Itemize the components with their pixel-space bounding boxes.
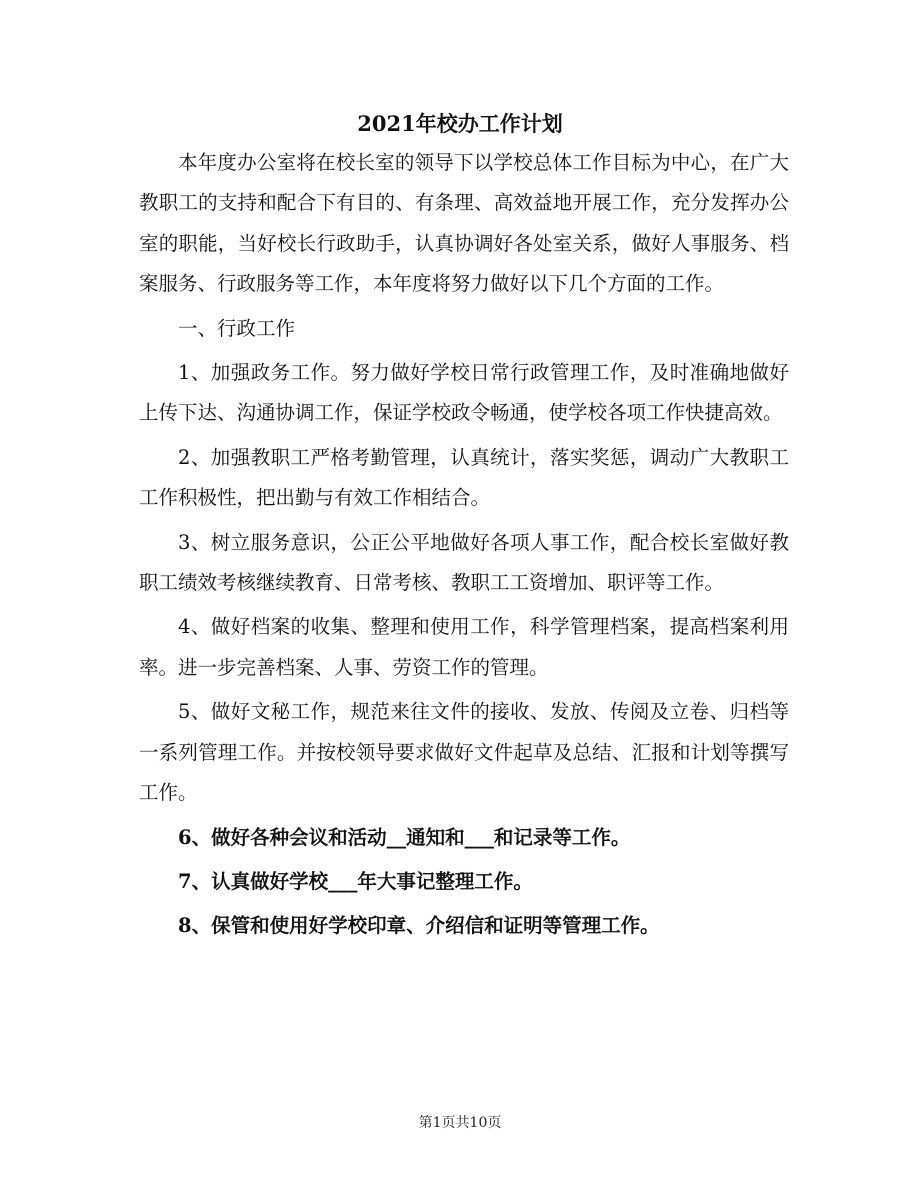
item-paragraph-3: 3、树立服务意识，公正公平地做好各项人事工作，配合校长室做好教职工绩效考核继续教育、日常考核、教职工工资增加、职评等工作。 (139, 530, 789, 595)
intro-paragraph: 本年度办公室将在校长室的领导下以学校总体工作目标为中心，在广大教职工的支持和配合下有目的、有条理、高效益地开展工作，充分发挥办公室的职能，当好校长行政助手，认真协调好各处室关系，做好人事服务、档案服务、行政服务等工作，本年度将努力做好以下几个方面的工作。 (139, 151, 789, 296)
document-title: 2021年校办工作计划 (357, 111, 563, 136)
item-paragraph-4: 4、做好档案的收集、整理和使用工作，科学管理档案，提高档案利用率。进一步完善档案、人事、劳资工作的管理。 (139, 615, 789, 679)
item-paragraph-5: 5、做好文秘工作，规范来往文件的接收、发放、传阅及立卷、归档等一系列管理工作。并按校领导要求做好文件起草及总结、汇报和计划等撰写工作。 (139, 700, 789, 805)
item-paragraph-1: 1、加强政务工作。努力做好学校日常行政管理工作，及时准确地做好上传下达、沟通协调工作，保证学校政令畅通，使学校各项工作快捷高效。 (139, 361, 789, 425)
section-heading-admin: 一、行政工作 (178, 316, 296, 340)
item-paragraph-6: 6、做好各种会议和活动__通知和___和记录等工作。 (178, 825, 631, 849)
page-number-footer: 第1页共10页 (418, 1115, 502, 1131)
item-paragraph-2: 2、加强教职工严格考勤管理，认真统计，落实奖惩，调动广大教职工工作积极性，把出勤与有效工作相结合。 (139, 445, 789, 510)
item-paragraph-7: 7、认真做好学校___年大事记整理工作。 (178, 869, 533, 893)
document-body (139, 143, 789, 947)
item-paragraph-8: 8、保管和使用好学校印章、介绍信和证明等管理工作。 (178, 914, 660, 938)
